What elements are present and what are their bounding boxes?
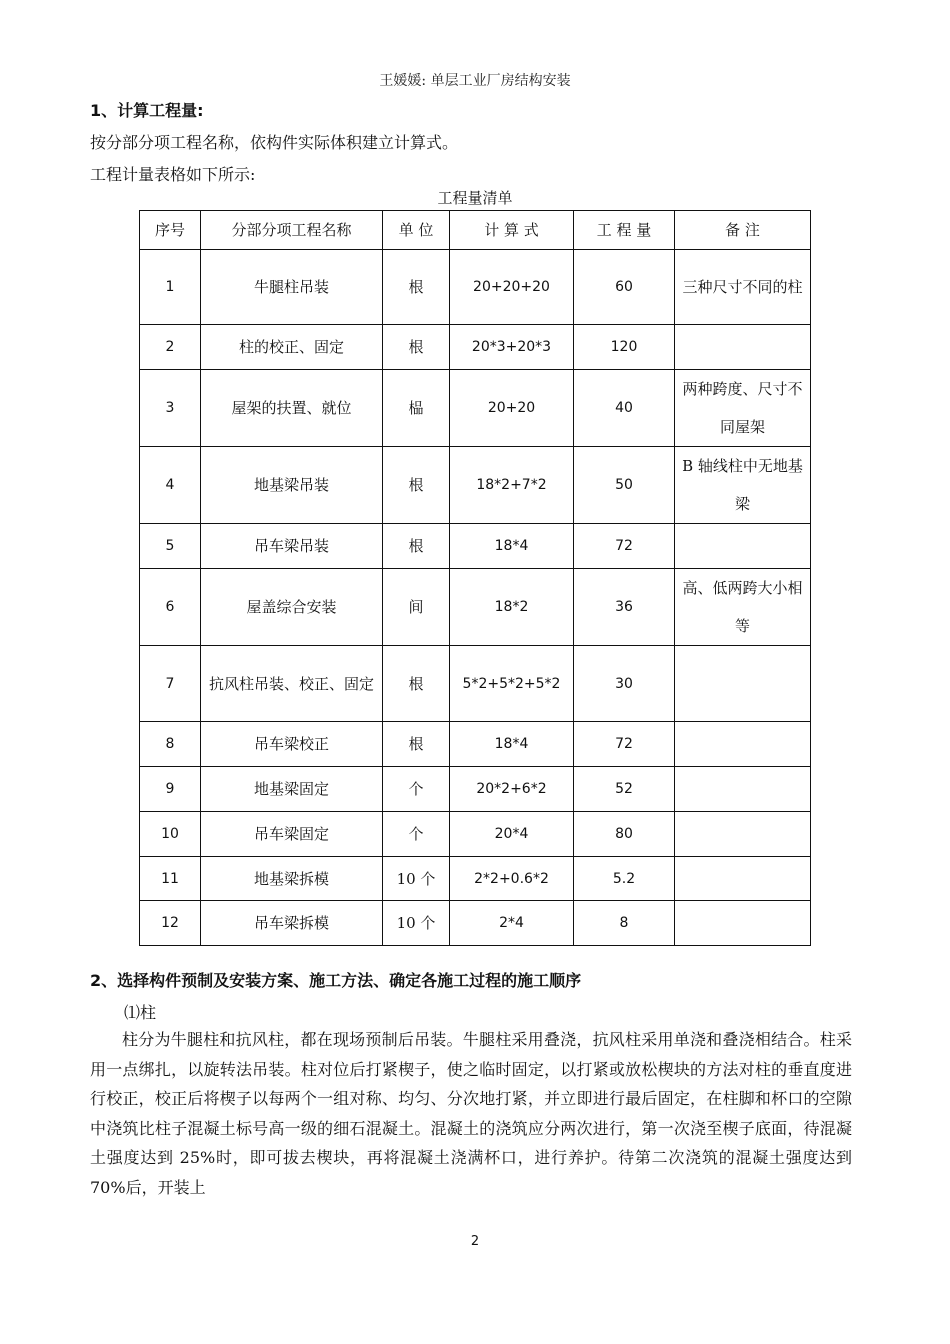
cell-name: 吊车梁固定 [201,812,383,857]
table-row [140,325,811,370]
cell-formula: 20*3+20*3 [450,325,574,370]
cell-note [675,524,811,569]
cell-formula: 18*2+7*2 [450,447,574,524]
table-row [140,767,811,812]
cell-no: 2 [140,325,201,370]
cell-unit: 榀 [383,370,450,447]
body-paragraph: 柱分为牛腿柱和抗风柱，都在现场预制后吊装。牛腿柱采用叠浇，抗风柱采用单浇和叠浇相结合。柱采用一点绑扎，以旋转法吊装。柱对位后打紧楔子，使之临时固定，以打紧或放松楔块的方法对柱的垂直度进行校正，校正后将楔子以每两个一组对称、均匀、分次地打紧，并立即进行最后固定，在柱脚和杯口的空隙中浇筑比柱子混凝土标号高一级的细石混凝土。混凝土的浇筑应分两次进行，第一次浇至楔子底面，待混凝土强度达到 25%时，即可拔去楔块，再将混凝土浇满杯口，进行养护。待第二次浇筑的混凝土强度达到 70%后，开装上 [90,1030,852,1197]
cell-formula: 20*2+6*2 [450,767,574,812]
quantity-table [139,210,811,946]
cell-formula: 2*4 [450,901,574,946]
cell-no: 1 [140,250,201,325]
cell-name: 吊车梁拆模 [201,901,383,946]
cell-name: 地基梁固定 [201,767,383,812]
header-note: 备 注 [675,211,811,250]
cell-unit: 10 个 [383,901,450,946]
cell-no: 12 [140,901,201,946]
header-qty: 工 程 量 [574,211,675,250]
cell-unit: 个 [383,767,450,812]
cell-unit: 10 个 [383,857,450,901]
cell-note [675,325,811,370]
cell-name: 屋架的扶置、就位 [201,370,383,447]
cell-note: 高、低两跨大小相等 [675,569,811,646]
cell-no: 10 [140,812,201,857]
cell-unit: 间 [383,569,450,646]
cell-qty: 36 [574,569,675,646]
cell-note [675,767,811,812]
section-1-heading: 1、计算工程量: [90,101,204,120]
cell-formula: 20*4 [450,812,574,857]
header-unit: 单 位 [383,211,450,250]
cell-qty: 30 [574,646,675,722]
table-row [140,569,811,646]
cell-name: 地基梁吊装 [201,447,383,524]
cell-formula: 18*4 [450,524,574,569]
table-row [140,250,811,325]
cell-note [675,812,811,857]
header-name: 分部分项工程名称 [201,211,383,250]
cell-formula: 20+20+20 [450,250,574,325]
header-formula: 计 算 式 [450,211,574,250]
section-2-heading: 2、选择构件预制及安装方案、施工方法、确定各施工过程的施工顺序 [90,971,582,990]
table-row [140,646,811,722]
page-number: 2 [470,1234,480,1249]
cell-note [675,857,811,901]
cell-no: 3 [140,370,201,447]
table-row [140,370,811,447]
cell-formula: 18*2 [450,569,574,646]
table-row [140,857,811,901]
cell-qty: 72 [574,722,675,767]
table-caption: 工程量清单 [437,189,513,207]
cell-note: 三种尺寸不同的柱 [675,250,811,325]
cell-unit: 根 [383,722,450,767]
cell-note [675,901,811,946]
cell-name: 牛腿柱吊装 [201,250,383,325]
cell-formula: 5*2+5*2+5*2 [450,646,574,722]
cell-qty: 50 [574,447,675,524]
cell-note [675,646,811,722]
cell-unit: 个 [383,812,450,857]
cell-name: 地基梁拆模 [201,857,383,901]
cell-note [675,722,811,767]
section-1-line-2: 工程计量表格如下所示: [90,165,256,184]
table-header-row [140,211,811,250]
cell-qty: 80 [574,812,675,857]
cell-formula: 2*2+0.6*2 [450,857,574,901]
cell-qty: 72 [574,524,675,569]
cell-formula: 18*4 [450,722,574,767]
cell-unit: 根 [383,646,450,722]
cell-name: 吊车梁吊装 [201,524,383,569]
cell-name: 柱的校正、固定 [201,325,383,370]
cell-formula: 20+20 [450,370,574,447]
cell-qty: 5.2 [574,857,675,901]
cell-unit: 根 [383,447,450,524]
cell-no: 9 [140,767,201,812]
cell-no: 6 [140,569,201,646]
cell-unit: 根 [383,250,450,325]
cell-qty: 40 [574,370,675,447]
running-header: 王媛媛: 单层工业厂房结构安装 [379,73,571,89]
cell-no: 7 [140,646,201,722]
cell-unit: 根 [383,325,450,370]
cell-no: 8 [140,722,201,767]
section-1-line-1: 按分部分项工程名称，依构件实际体积建立计算式。 [90,133,459,152]
header-no: 序号 [140,211,201,250]
cell-name: 吊车梁校正 [201,722,383,767]
cell-unit: 根 [383,524,450,569]
cell-note: B 轴线柱中无地基梁 [675,447,811,524]
subsection-column: ⑴柱 [124,1003,157,1022]
cell-qty: 120 [574,325,675,370]
table-row [140,722,811,767]
table-row [140,524,811,569]
cell-qty: 52 [574,767,675,812]
table-row [140,447,811,524]
cell-no: 4 [140,447,201,524]
cell-name: 抗风柱吊装、校正、固定 [201,646,383,722]
cell-note: 两种跨度、尺寸不同屋架 [675,370,811,447]
table-row [140,901,811,946]
cell-no: 5 [140,524,201,569]
cell-no: 11 [140,857,201,901]
cell-name: 屋盖综合安装 [201,569,383,646]
table-row [140,812,811,857]
cell-qty: 8 [574,901,675,946]
cell-qty: 60 [574,250,675,325]
